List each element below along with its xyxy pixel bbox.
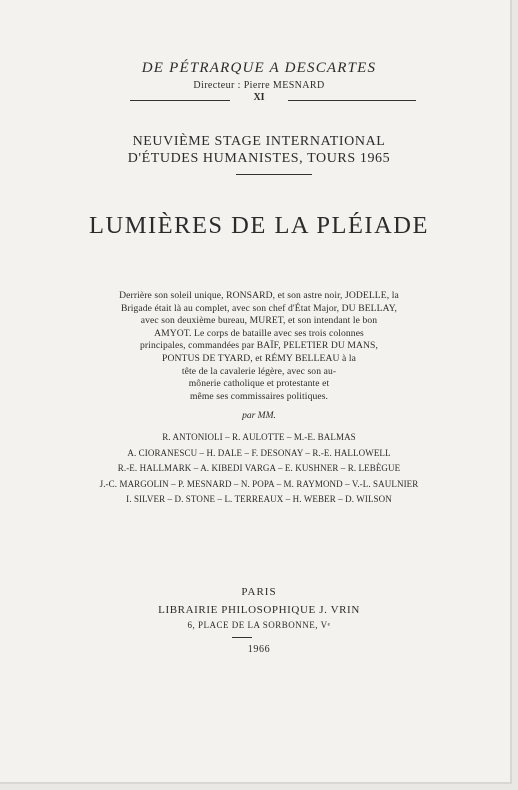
description — [0, 290, 518, 403]
stage-heading — [0, 133, 518, 167]
description-line: avec son deuxième bureau, MURET, et son intendant le bon — [140, 315, 378, 327]
par-mm: par MM. — [242, 411, 276, 421]
description-line: PONTUS DE TYARD, et RÉMY BELLEAU à la — [162, 352, 356, 364]
book-title: LUMIÈRES DE LA PLÉIADE — [89, 212, 429, 239]
authors-line: I. SILVER – D. STONE – L. TERREAUX – H. WEBER – D. WILSON — [126, 494, 392, 504]
description-line: mônerie catholique et protestante et — [188, 378, 330, 390]
authors-line: A. CIORANESCU – H. DALE – F. DESONAY – R.-E. HALLOWELL — [127, 447, 391, 458]
imprint-publisher: LIBRAIRIE PHILOSOPHIQUE J. VRIN — [158, 604, 360, 616]
imprint-year: 1966 — [247, 644, 271, 655]
authors-list — [0, 430, 518, 508]
authors-line: R.-E. HALLMARK – A. KIBEDI VARGA – E. KUSHNER – R. LEBÈGUE — [117, 463, 401, 473]
description-line: Derrière son soleil unique, RONSARD, et son astre noir, JODELLE, la — [119, 290, 399, 301]
stage-line-1: NEUVIÈME STAGE INTERNATIONAL — [132, 134, 386, 149]
authors-line: R. ANTONIOLI – R. AULOTTE – M.-E. BALMAS — [162, 432, 356, 442]
imprint-rule — [232, 637, 252, 638]
authors-line: J.-C. MARGOLIN – P. MESNARD – N. POPA – M. RAYMOND – V.-L. SAULNIER — [99, 478, 419, 489]
volume-rule-right — [288, 100, 416, 101]
description-line: principales, commandées par BAÏF, PELETIER DU MANS, — [139, 340, 378, 352]
series-director: Directeur : Pierre MESNARD — [193, 80, 325, 91]
imprint-address: 6, PLACE DE LA SORBONNE, Vᵉ — [187, 620, 331, 630]
volume-number: XI — [253, 92, 265, 103]
stage-rule — [236, 174, 312, 175]
stage-line-2: D'ÉTUDES HUMANISTES, TOURS 1965 — [127, 151, 391, 166]
description-line: AMYOT. Le corps de bataille avec ses trois colonnes — [154, 327, 364, 339]
description-line: tête de la cavalerie légère, avec son au- — [181, 365, 337, 377]
description-line: même ses commissaires politiques. — [189, 390, 329, 402]
series-title: DE PÉTRARQUE A DESCARTES — [141, 60, 377, 76]
description-line: Brigade était là au complet, avec son chef d'État Major, DU BELLAY, — [120, 302, 398, 314]
imprint-city: PARIS — [241, 586, 277, 598]
